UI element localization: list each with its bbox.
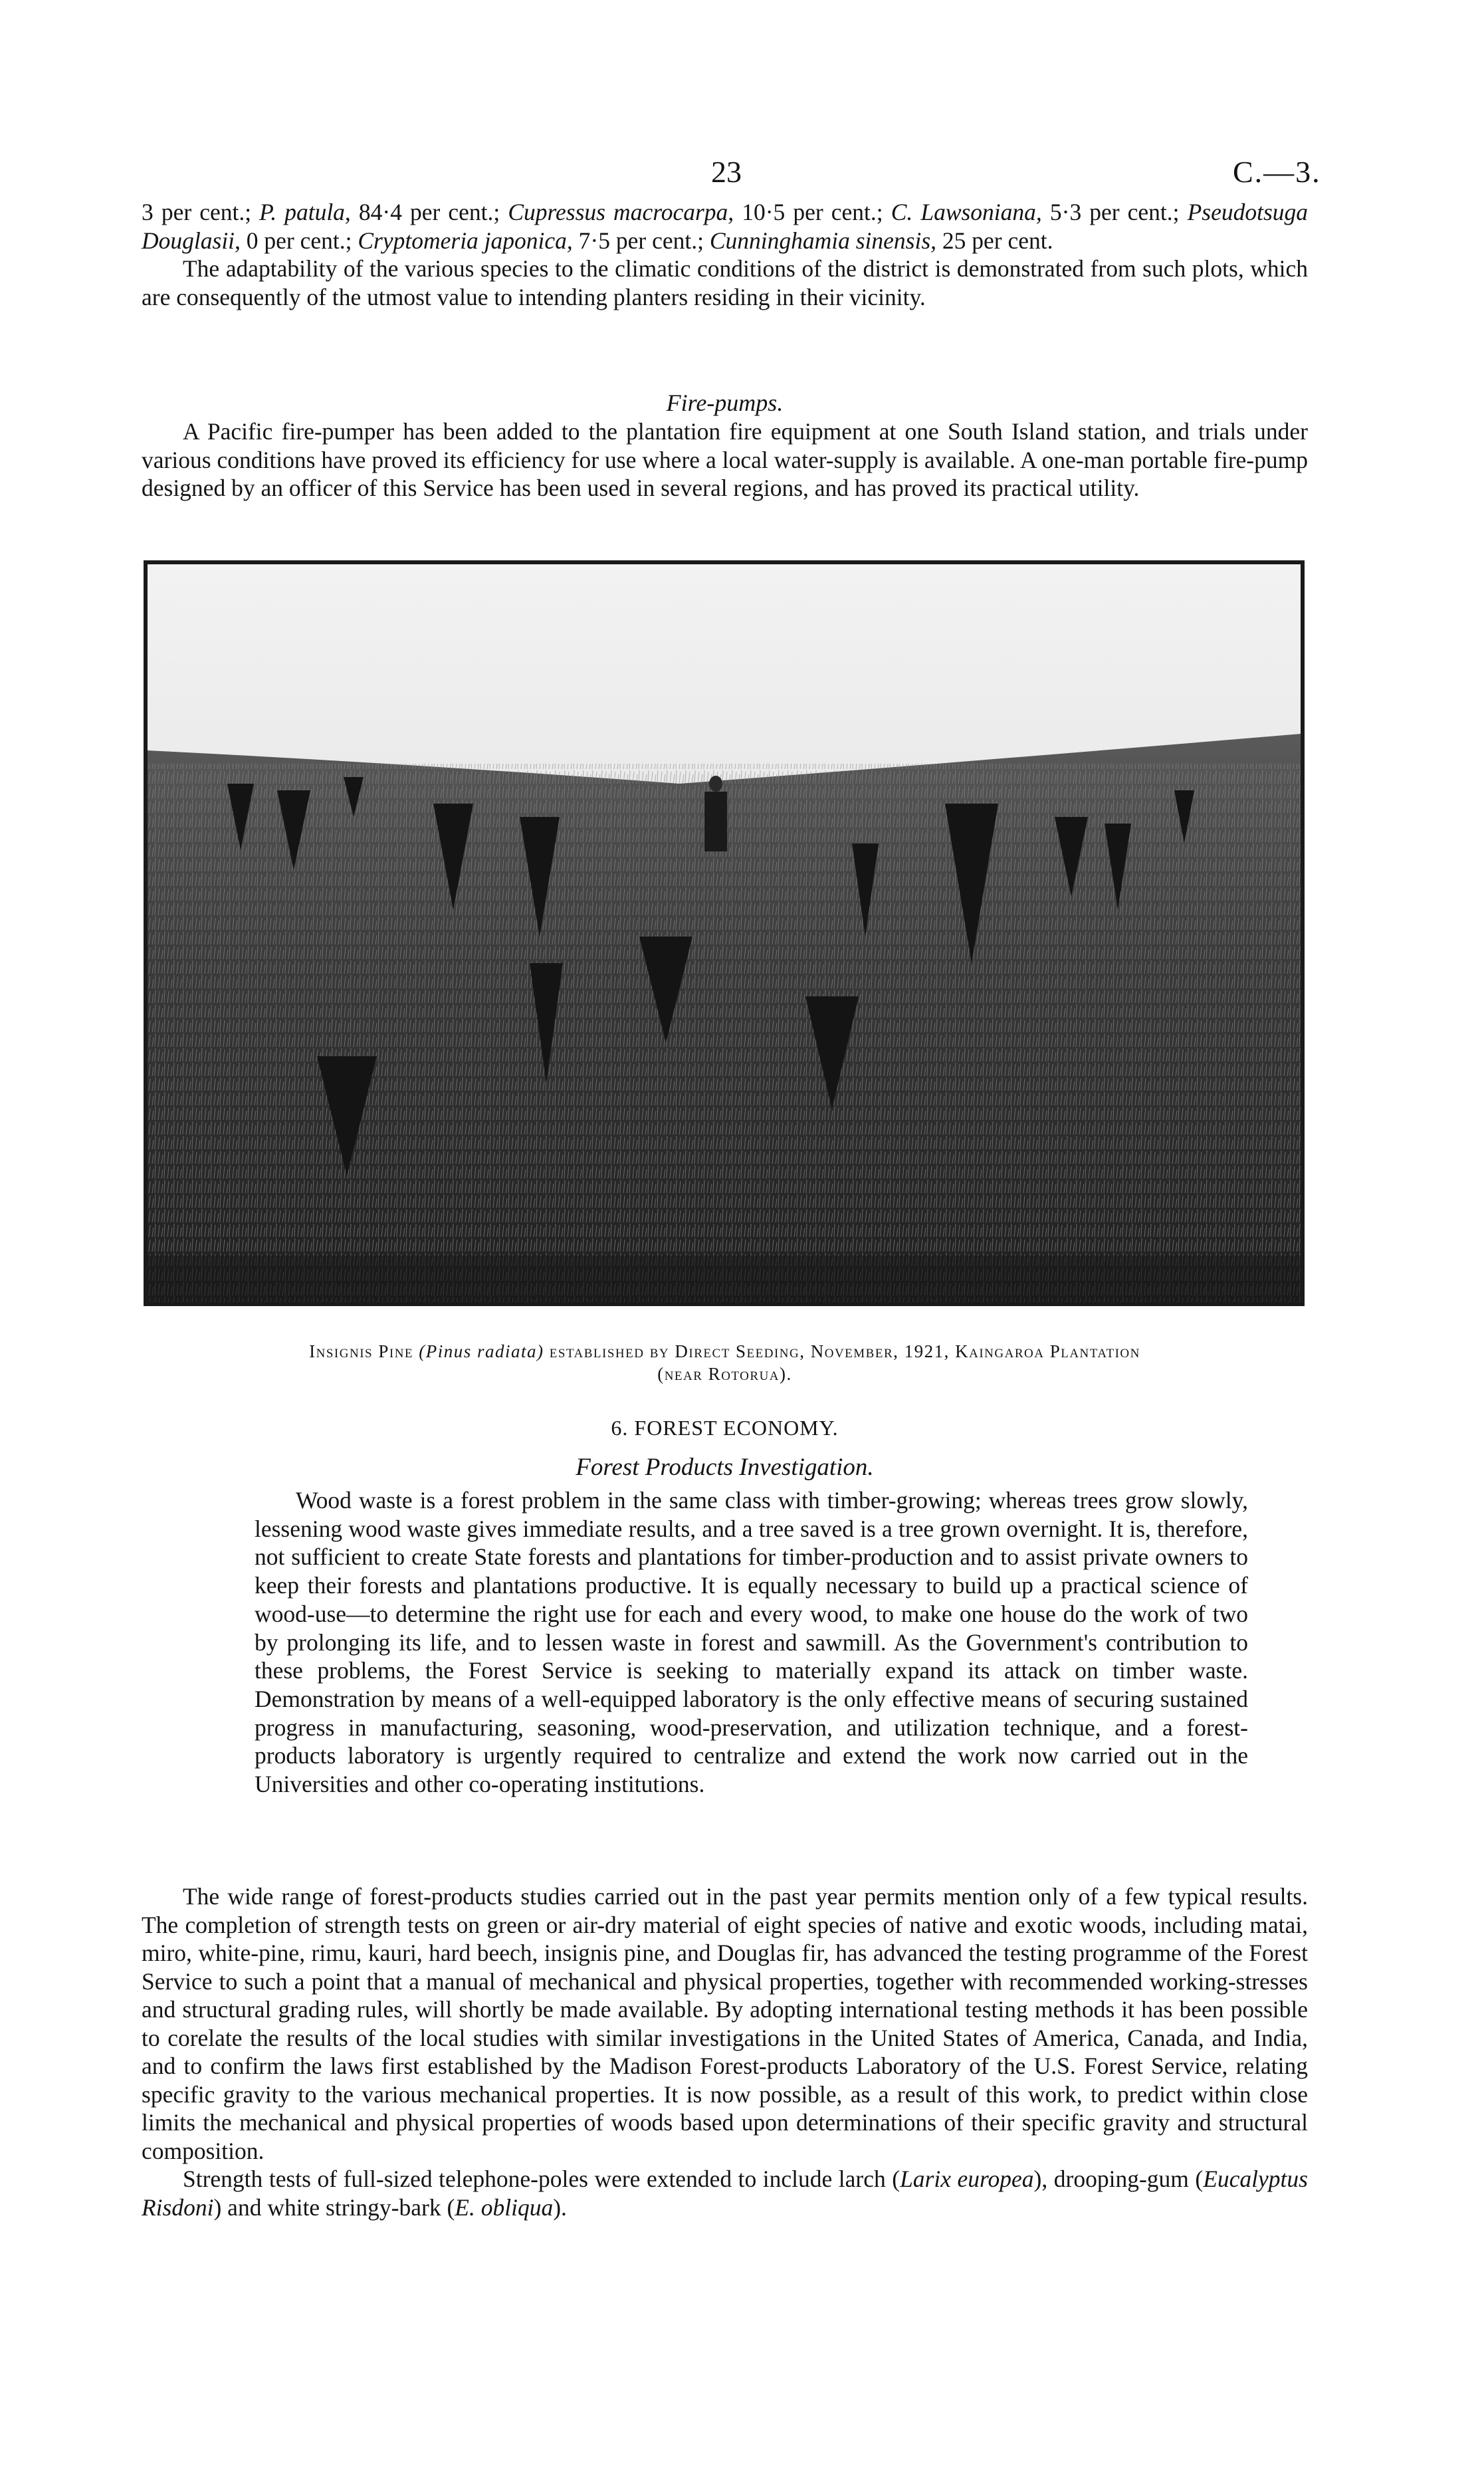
photo-scene (148, 564, 1301, 1302)
caption-text: (near Rotorua). (657, 1364, 792, 1384)
species-name: P. patula, (259, 199, 351, 225)
text-run: 84·4 per cent.; (350, 199, 508, 225)
species-name: Cunninghamia sinensis, (709, 227, 937, 254)
text-run: 25 per cent. (936, 227, 1053, 254)
text-run: 3 per cent.; (142, 199, 260, 225)
text-run: ) and white stringy-bark ( (213, 2193, 455, 2221)
pine-seedlings-photograph (144, 560, 1305, 1306)
caption-species: (Pinus radiata) (419, 1341, 544, 1361)
text-run: 5·3 per cent.; (1041, 199, 1188, 225)
text-run: ). (553, 2193, 567, 2221)
species-name: Pseudotsuga Douglasii, (142, 199, 1309, 254)
fire-pumps-heading: Fire-pumps. (666, 390, 784, 416)
caption-text: established by Direct Seeding, November, 1921, Kaingaroa Plantation (549, 1341, 1140, 1361)
text-run: 10·5 per cent.; (734, 199, 891, 225)
species-name: Cryptomeria japonica, (358, 227, 573, 254)
caption-text: Insignis Pine (309, 1341, 414, 1361)
telephone-poles-paragraph (142, 2165, 1308, 2221)
subsection-heading: Forest Products Investigation. (576, 1454, 874, 1481)
species-name: Larix europea (900, 2166, 1034, 2192)
fire-pumps-block (142, 417, 1308, 503)
text-run: Strength tests of full-sized telephone-poles were extended to include larch ( (183, 2166, 901, 2192)
intro-block (142, 198, 1308, 311)
species-name: Cupressus macrocarpa, (508, 199, 734, 225)
page-number: 23 (711, 155, 742, 189)
foreground-shade (148, 1256, 1301, 1302)
studies-block (142, 1882, 1308, 2221)
text-run: ), drooping-gum ( (1033, 2166, 1204, 2192)
fire-pumps-paragraph: A Pacific fire-pumper has been added to the plantation fire equipment at one South Island station, and trials under various conditions have proved its efficiency for use where a local water-supply is available. A one-man portable fire-pump designed by an officer of this Service has been used in several regions, and has proved its practical utility. (142, 418, 1308, 501)
adaptability-paragraph: The adaptability of the various species to the climatic conditions of the district is demonstrated from such plots, which are consequently of the utmost value to intending planters residing in their vicinity. (142, 255, 1308, 310)
studies-paragraph: The wide range of forest-products studies carried out in the past year permits mention only of a few typical results. The completion of strength tests on green or air-dry material of eight species of native and exotic woods, including matai, miro, white-pine, rimu, kauri, hard beech, insignis pine, and Douglas fir, has advanced the testing programme of the Forest Service to such a point that a manual of mechanical and physical properties, together with recommended working-stresses and structural grading rules, will shortly be made available. By adopting international testing methods it has been possible to corelate the results of the local studies with similar investigations in the United States of America, Canada, and India, and to confirm the laws first established by the Madison Forest-products Laboratory of the U.S. Forest Service, relating specific gravity to the various mechanical properties. It is now possible, as a result of this work, to predict within close limits the mechanical and physical properties of woods based upon determinations of their specific gravity and structural composition. (142, 1883, 1308, 2164)
series-reference: C.—3. (1233, 155, 1321, 189)
wood-waste-block (255, 1486, 1248, 1799)
species-name: C. Lawsoniana, (891, 199, 1042, 225)
wood-waste-paragraph: Wood waste is a forest problem in the same class with timber-growing; whereas trees grow slowly, lessening wood waste gives immediate results, and a tree saved is a tree grown overnight. It is, therefore, not sufficient to create State forests and plantations for timber-production and to assist private owners to keep their forests and plantations productive. It is equally necessary to build up a practical science of wood-use—to determine the right use for each and every wood, to make one house do the work of two by prolonging its life, and to lessen waste in forest and sawmill. As the Government's contribution to these problems, the Forest Service is seeking to materially expand its attack on timber waste. Demonstration by means of a well-equipped laboratory is the only effective means of securing sustained progress in manufacturing, seasoning, wood-preservation, and utilization technique, and a forest-products laboratory is urgently required to centralize and extend the work now carried out in the Universities and other co-operating institutions. (255, 1487, 1248, 1798)
text-run: 7·5 per cent.; (572, 227, 710, 254)
section-heading: 6. FOREST ECONOMY. (611, 1416, 839, 1440)
species-name: E. obliqua (455, 2193, 554, 2221)
species-name: Eucalyptus Risdoni (142, 2166, 1308, 2221)
photo-caption (142, 1340, 1308, 1385)
text-run: 0 per cent.; (240, 227, 358, 254)
species-percentages-paragraph (142, 198, 1308, 255)
